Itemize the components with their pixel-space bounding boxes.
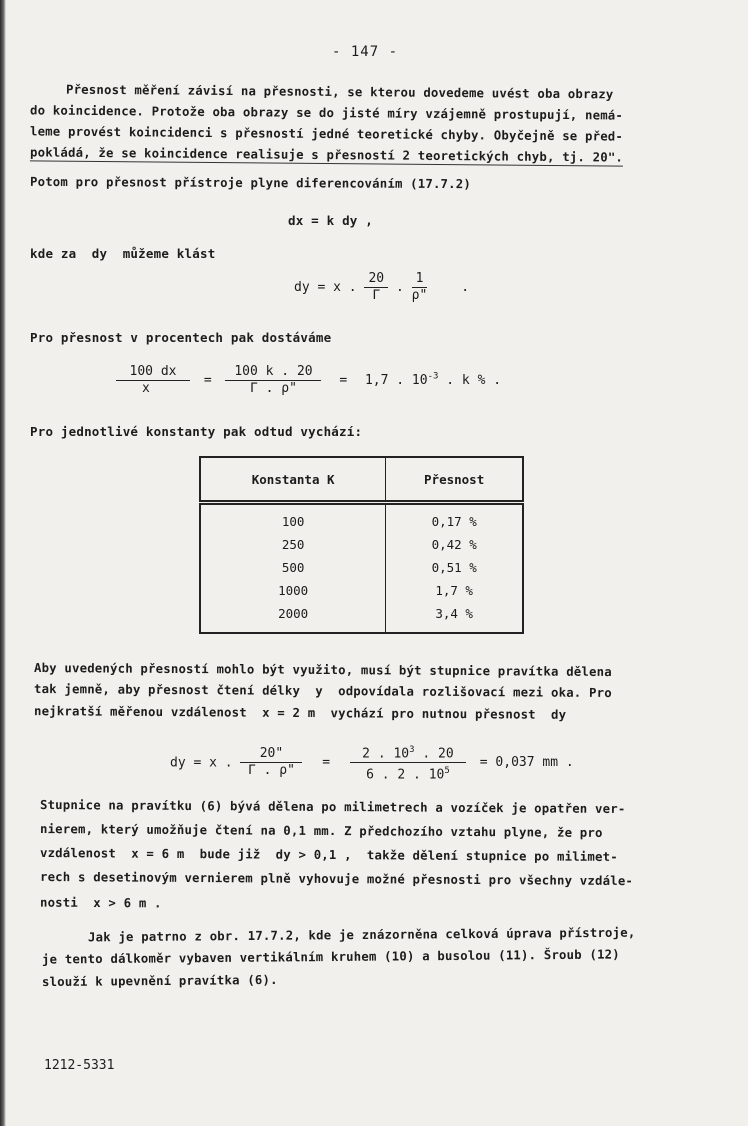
scan-edge <box>0 0 6 1126</box>
p7-line-1: Jak je patrno z obr. 17.7.2, kde je znázorněna celková úprava přístroje, <box>87 925 636 945</box>
p1-line-2: do koincidence. Protože oba obrazy se do jisté míry vzájemně prostupují, nemá- <box>29 103 624 123</box>
p7-line-2: je tento dálkoměr vybaven vertikálním kruhem (10) a busolou (11). Šroub (12) <box>41 947 620 967</box>
p2-text: kde za dy můžeme klást <box>30 246 216 261</box>
p4-text: Pro jednotlivé konstanty pak odtud vychází: <box>30 424 363 439</box>
p3-text: Pro přesnost v procentech pak dostáváme <box>30 330 332 345</box>
p1-line-3: leme provést koincidenci s přesností jedné teoretické chyby. Obyčejně se před- <box>29 124 624 144</box>
equation-percent: $\frac{100 dx}{x}$ = $\frac{100 k . 20}{\Gamma . \rho"}$ = 1,7 . $10^{-3}$ . k % . <box>116 364 501 397</box>
table-row: 100 0,17 % <box>200 503 523 534</box>
footer-code: 1212-5331 <box>44 1058 115 1073</box>
p6-line-5: nosti x > 6 m . <box>39 895 162 911</box>
constants-table <box>199 456 524 634</box>
table-row: 1000 1,7 % <box>200 579 523 602</box>
p6-line-2: nierem, který umožňuje čtení na 0,1 mm. Z předchozího vztahu plyne, že pro <box>39 822 603 840</box>
table-row: 2000 3,4 % <box>200 602 523 633</box>
table-header-row <box>200 457 523 503</box>
header-presnost: Přesnost <box>386 457 523 503</box>
p1-line-5: Potom pro přesnost přístroje plyne diferencováním (17.7.2) <box>29 174 472 192</box>
p7-line-3: slouží k upevnění pravítka (6). <box>41 972 278 990</box>
table-row: 500 0,51 % <box>200 556 523 579</box>
p1-line-1: Přesnost měření závisí na přesnosti, se kterou dovedeme uvést oba obrazy <box>65 82 614 102</box>
p1-line-4: pokládá, že se koincidence realisuje s přesností 2 teoretických chyb, tj. 20". <box>29 145 624 165</box>
p6-line-4: rech s desetinovým vernierem plně vyhovuje možné přesnosti pro všechny vzdále- <box>39 869 634 889</box>
equation-dy-result: dy = x . $\frac{20"}{\Gamma . \rho"}$ = $\frac{2 . 10^3 . 20}{6 . 2 . 10^5}$ = 0,037 mm . <box>170 742 574 784</box>
p5-line-3: nejkratší měřenou vzdálenost x = 2 m vychází pro nutnou přesnost dy <box>33 704 567 722</box>
equation-dx: dx = k dy , <box>288 213 373 228</box>
p6-line-3: vzdálenost x = 6 m bude již dy > 0,1 , takže dělení stupnice po milimet- <box>39 845 618 865</box>
p5-line-1: Aby uvedených přesností mohlo být využito, musí být stupnice pravítka dělena <box>33 660 612 680</box>
table-row: 250 0,42 % <box>200 533 523 556</box>
p6-line-1: Stupnice na pravítku (6) bývá dělena po milimetrech a vozíček je opatřen ver- <box>39 797 626 817</box>
equation-dy: dy = x . $\frac{20}{\Gamma}$ . $\frac{1}{\rho"}$ . <box>294 271 470 303</box>
header-konstanta: Konstanta K <box>200 457 386 503</box>
p5-line-2: tak jemně, aby přesnost čtení délky y odpovídala rozlišovací mezi oka. Pro <box>33 681 612 701</box>
page-number: - 147 - <box>332 44 399 60</box>
